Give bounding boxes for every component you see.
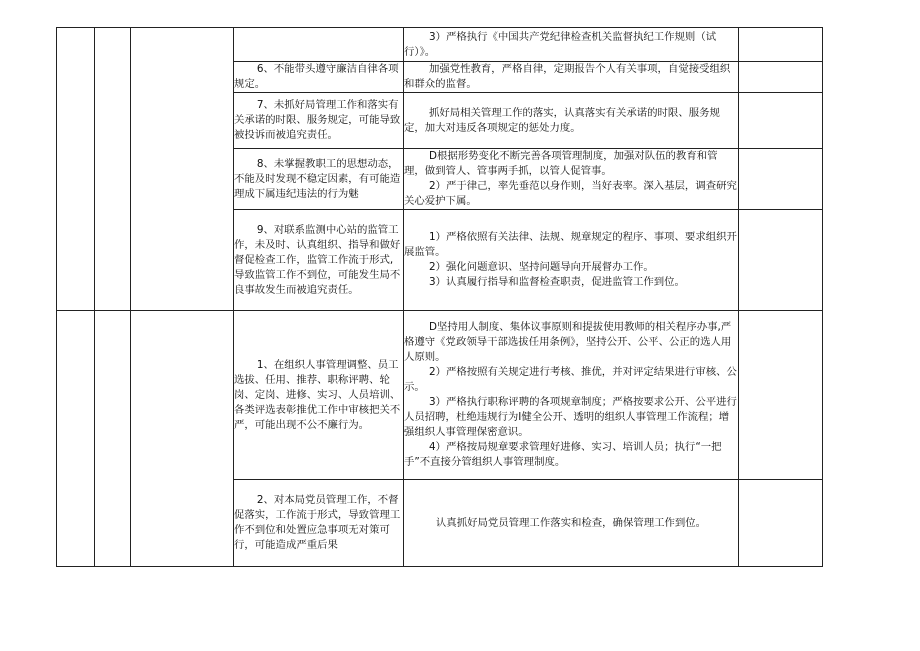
measure-item: 抓好局相关管理工作的落实，认真落实有关承诺的时限、服务规定，加大对违反各项规定的惩处力度。 [404,106,720,134]
risk-point-cell: 6、不能带头遵守廉洁自律各项规定。 [234,62,404,93]
remarks-cell [739,93,823,149]
risk-point-cell: 8、未掌握教职工的思想动态，不能及时发现不稳定因素，有可能造理成下属违纪违法的行为魅 [234,149,404,210]
risk-point-cell: 2、对本局党员管理工作，不督促落实，工作流于形式，导致管理工作不到位和处置应急事项无对策可行，可能造成严重后果 [234,480,404,567]
col-a-cell [57,28,95,311]
col-a-cell [57,311,95,567]
measure-item: D坚持用人制度、集体议事原则和提拔使用教师的相关程序办事,严格遵守《党政领导干部选拔任用条例》，坚持公开、公平、公正的选人用人原则。 [404,321,732,363]
table-row [57,311,823,480]
risk-table [56,27,823,567]
remarks-cell [739,311,823,480]
prevention-measures-cell [404,62,739,93]
measure-item: D根据形势变化不断完善各项管理制度，加强对队伍的教育和管理，做到管人、管事两手抓，以管人促管事。 [404,150,718,177]
table-row [57,28,823,62]
col-b-cell [95,311,131,567]
measure-item: 3）严格执行职称评聘的各项规章制度；严格按要求公开、公平进行人员招聘，杜绝违规行为I健全公开、透明的组织人事管理工作流程；增强组织人事管理保密意识。 [404,396,737,438]
risk-point-cell: 1、在组织人事管理调整、员工选拔、任用、推荐、职称评聘、轮岗、定岗、进修、实习、人员培训、各类评选表彰推优工作中审核把关不严，可能出现不公不廉行为。 [234,311,404,480]
measure-item: 4）严格按局规章要求管理好进修、实习、培训人员；执行“一把手”不直接分管组织人事管理制度。 [404,441,722,468]
remarks-cell [739,149,823,210]
prevention-measures-cell [404,210,739,311]
risk-point-cell: 7、未抓好局管理工作和落实有关承诺的时限、服务规定，可能导致被投诉而被追究责任。 [234,93,404,149]
measure-item: 2）严于律己，率先垂范以身作则，当好表率。深入基层，调查研究关心爱护下属。 [404,180,737,207]
risk-point-cell [234,28,404,62]
measure-item: 认真抓好局党员管理工作落实和检查，确保管理工作到位。 [435,516,707,529]
prevention-measures-cell [404,149,739,210]
measure-item: 3）严格执行《中国共产党纪律检查机关监督执纪工作规则（试行）》。 [404,30,717,58]
col-c-cell [131,28,234,311]
prevention-measures-cell [404,28,739,62]
measure-item: 加强党性教育，严格自律，定期报告个人有关事项，自觉接受组织和群众的监督。 [404,63,731,90]
prevention-measures-cell [404,480,739,567]
measure-item: 3）认真履行指导和监督检查职责，促进监管工作到位。 [428,276,685,288]
prevention-measures-cell [404,93,739,149]
risk-point-cell: 9、对联系监测中心站的监管工作，未及时、认真组织、指导和做好督促检查工作，监管工作流于形式,导致监管工作不到位，可能发生局不良事故发生而被追究责任。 [234,210,404,311]
col-c-cell [131,311,234,567]
remarks-cell [739,480,823,567]
measure-item: 2）严格按照有关规定进行考核、推优，并对评定结果进行审核、公示。 [404,366,737,393]
measure-item: 1）严格依照有关法律、法规、规章规定的程序、事项、要求组织开展监管。 [404,231,737,258]
remarks-cell [739,210,823,311]
prevention-measures-cell [404,311,739,480]
col-b-cell [95,28,131,311]
measure-item: 2）强化问题意识、坚持问题导向开展督办工作。 [428,261,654,273]
remarks-cell [739,62,823,93]
remarks-cell [739,28,823,62]
